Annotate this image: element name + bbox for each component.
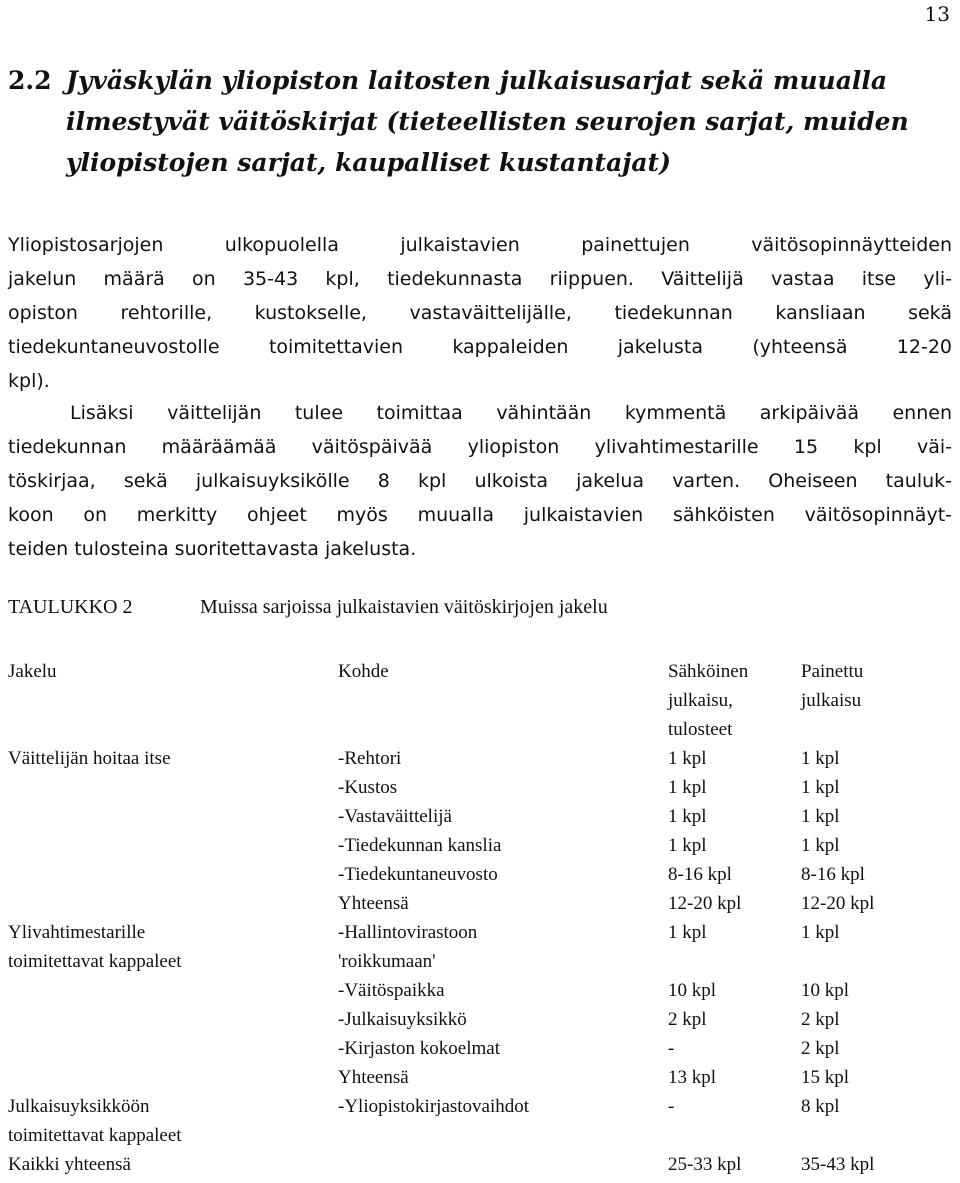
paragraph-line: Lisäksi väittelijän tulee toimittaa vähintään kymmentä arkipäivää ennen <box>70 402 952 424</box>
cell-painettu: 1 kpl <box>801 835 840 856</box>
section-number: 2.2 <box>8 66 52 95</box>
cell-sahkoinen: tulosteet <box>668 719 733 740</box>
cell-jakelu: Kaikki yhteensä <box>8 1154 131 1175</box>
cell-sahkoinen: julkaisu, <box>668 690 733 711</box>
paragraph-line: kpl). <box>8 370 50 392</box>
section-title-line: ilmestyvät väitöskirjat (tieteellisten seurojen sarjat, muiden <box>66 107 909 136</box>
cell-jakelu: Ylivahtimestarille <box>8 922 146 943</box>
cell-sahkoinen: - <box>668 1038 675 1059</box>
paragraph-line: opiston rehtorille, kustokselle, vastaväittelijälle, tiedekunnan kansliaan sekä <box>8 302 952 324</box>
cell-sahkoinen: 1 kpl <box>668 806 707 827</box>
cell-jakelu: Julkaisuyksikköön <box>8 1096 150 1117</box>
cell-painettu: Painettu <box>801 661 864 682</box>
cell-kohde: -Julkaisuyksikkö <box>338 1009 467 1030</box>
cell-painettu: 1 kpl <box>801 748 840 769</box>
cell-jakelu: Väittelijän hoitaa itse <box>8 748 171 769</box>
cell-kohde: 'roikkumaan' <box>338 951 436 972</box>
table-title: Muissa sarjoissa julkaistavien väitöskirjojen jakelu <box>200 596 608 618</box>
cell-painettu: 1 kpl <box>801 806 840 827</box>
section-title-line: Jyväskylän yliopiston laitosten julkaisusarjat sekä muualla <box>66 66 888 95</box>
cell-sahkoinen: 1 kpl <box>668 922 707 943</box>
cell-kohde: -Tiedekuntaneuvosto <box>338 864 498 885</box>
cell-jakelu: toimitettavat kappaleet <box>8 951 182 972</box>
cell-kohde: -Hallintovirastoon <box>338 922 478 943</box>
cell-kohde: Yhteensä <box>338 1067 409 1088</box>
cell-kohde: -Kustos <box>338 777 398 798</box>
cell-painettu: 2 kpl <box>801 1038 840 1059</box>
cell-sahkoinen: 12-20 kpl <box>668 893 742 914</box>
cell-painettu: 12-20 kpl <box>801 893 875 914</box>
section-title-line: yliopistojen sarjat, kaupalliset kustantajat) <box>66 148 671 177</box>
paragraph-2 <box>8 396 952 566</box>
cell-sahkoinen: 1 kpl <box>668 835 707 856</box>
paragraph-line: jakelun määrä on 35-43 kpl, tiedekunnasta riippuen. Väittelijä vastaa itse yli- <box>8 268 952 290</box>
paragraph-line: Yliopistosarjojen ulkopuolella julkaistavien painettujen väitösopinnäytteiden <box>8 234 952 256</box>
paragraph-line: teiden tulosteina suoritettavasta jakelusta. <box>8 538 417 560</box>
section-heading <box>8 60 952 183</box>
cell-sahkoinen: 1 kpl <box>668 748 707 769</box>
cell-painettu: julkaisu <box>801 690 862 711</box>
cell-sahkoinen: 1 kpl <box>668 777 707 798</box>
cell-sahkoinen: 13 kpl <box>668 1067 717 1088</box>
cell-jakelu: Jakelu <box>8 661 57 682</box>
paragraph-line: töskirjaa, sekä julkaisuyksikölle 8 kpl ulkoista jakelua varten. Oheiseen tauluk- <box>8 470 952 492</box>
cell-kohde: -Rehtori <box>338 748 402 769</box>
cell-sahkoinen: 10 kpl <box>668 980 717 1001</box>
cell-painettu: 8 kpl <box>801 1096 840 1117</box>
paragraph-line: tiedekuntaneuvostolle toimitettavien kappaleiden jakelusta (yhteensä 12-20 <box>8 336 952 358</box>
cell-sahkoinen: 25-33 kpl <box>668 1154 742 1175</box>
cell-sahkoinen: - <box>668 1096 675 1117</box>
cell-painettu: 10 kpl <box>801 980 850 1001</box>
section-title <box>8 60 952 183</box>
cell-painettu: 8-16 kpl <box>801 864 865 885</box>
cell-jakelu: toimitettavat kappaleet <box>8 1125 182 1146</box>
cell-kohde: -Vastaväittelijä <box>338 806 452 827</box>
cell-kohde: -Yliopistokirjastovaihdot <box>338 1096 530 1117</box>
cell-kohde: -Kirjaston kokoelmat <box>338 1038 500 1059</box>
paragraph-line: koon on merkitty ohjeet myös muualla julkaistavien sähköisten väitösopinnäyt- <box>8 504 952 526</box>
page-number: 13 <box>924 2 950 26</box>
paragraph-1 <box>8 228 952 398</box>
cell-painettu: 35-43 kpl <box>801 1154 875 1175</box>
cell-kohde: Yhteensä <box>338 893 409 914</box>
paragraph-line: tiedekunnan määräämää väitöspäivää yliopiston ylivahtimestarille 15 kpl väi- <box>8 436 952 458</box>
cell-painettu: 1 kpl <box>801 777 840 798</box>
table-label: TAULUKKO 2 <box>8 596 133 618</box>
cell-sahkoinen: 2 kpl <box>668 1009 707 1030</box>
cell-kohde: -Väitöspaikka <box>338 980 445 1001</box>
cell-kohde: Kohde <box>338 661 389 682</box>
cell-sahkoinen: 8-16 kpl <box>668 864 732 885</box>
cell-painettu: 1 kpl <box>801 922 840 943</box>
cell-kohde: -Tiedekunnan kanslia <box>338 835 502 856</box>
cell-painettu: 15 kpl <box>801 1067 850 1088</box>
cell-painettu: 2 kpl <box>801 1009 840 1030</box>
cell-sahkoinen: Sähköinen <box>668 661 749 682</box>
